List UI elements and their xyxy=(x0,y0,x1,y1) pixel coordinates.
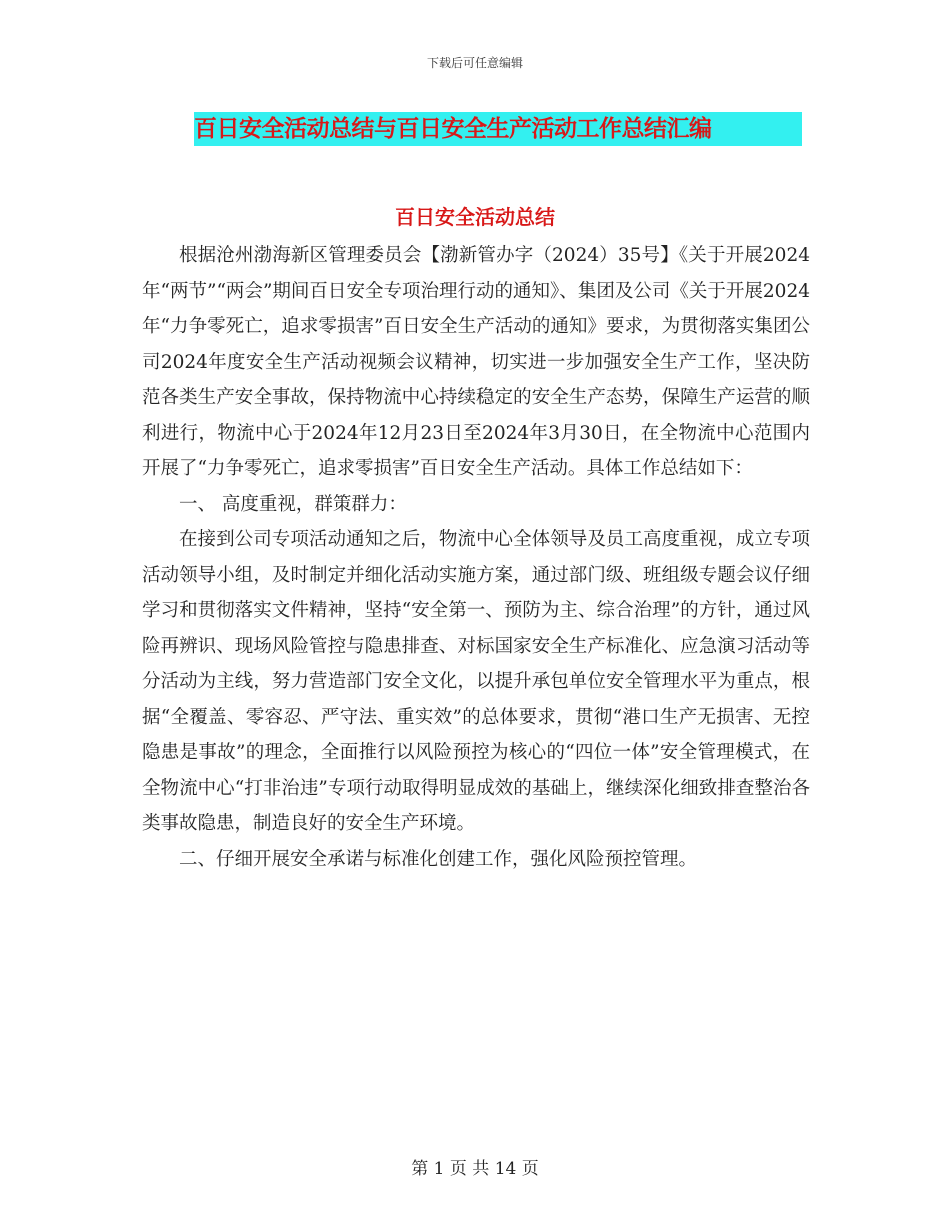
document-body xyxy=(142,238,810,877)
document-main-title: 百日安全活动总结与百日安全生产活动工作总结汇编 xyxy=(194,112,802,146)
header-note: 下载后可任意编辑 xyxy=(426,56,523,70)
page-number-footer: 第 1 页 共 14 页 xyxy=(411,1159,539,1179)
paragraph-heading-two: 二、仔细开展安全承诺与标准化创建工作，强化风险预控管理。 xyxy=(179,848,698,870)
section-title: 百日安全活动总结 xyxy=(395,205,555,229)
paragraph-section-one: 在接到公司专项活动通知之后，物流中心全体领导及员工高度重视，成立专项活动领导小组，及时制定并细化活动实施方案，通过部门级、班组级专题会议仔细学习和贯彻落实文件精神，坚持“安全第一、预防为主、综合治理”的方针，通过风险再辨识、现场风险管控与隐患排查、对标国家安全生产标准化、应急演习活动等分活动为主线，努力营造部门安全文化，以提升承包单位安全管理水平为重点，根据“全覆盖、零容忍、严守法、重实效”的总体要求，贯彻“港口生产无损害、无控隐患是事故”的理念，全面推行以风险预控为核心的“四位一体”安全管理模式，在全物流中心“打非治违”专项行动取得明显成效的基础上，继续深化细致排查整治各类事故隐患，制造良好的安全生产环境。 xyxy=(142,529,810,834)
paragraph-heading-one: 一、 高度重视，群策群力： xyxy=(179,493,407,515)
paragraph-intro: 根据沧州渤海新区管理委员会【渤新管办字（2024）35号】《关于开展2024年“两节”“两会”期间百日安全专项治理行动的通知》、集团及公司《关于开展2024年“力争零死亡，追求零损害”百日安全生产活动的通知》要求，为贯彻落实集团公司2024年度安全生产活动视频会议精神，切实进一步加强安全生产工作，坚决防范各类生产安全事故，保持物流中心持续稳定的安全生产态势，保障生产运营的顺利进行，物流中心于2024年12月23日至2024年3月30日，在全物流中心范围内开展了“力争零死亡，追求零损害”百日安全生产活动。具体工作总结如下： xyxy=(142,245,810,479)
